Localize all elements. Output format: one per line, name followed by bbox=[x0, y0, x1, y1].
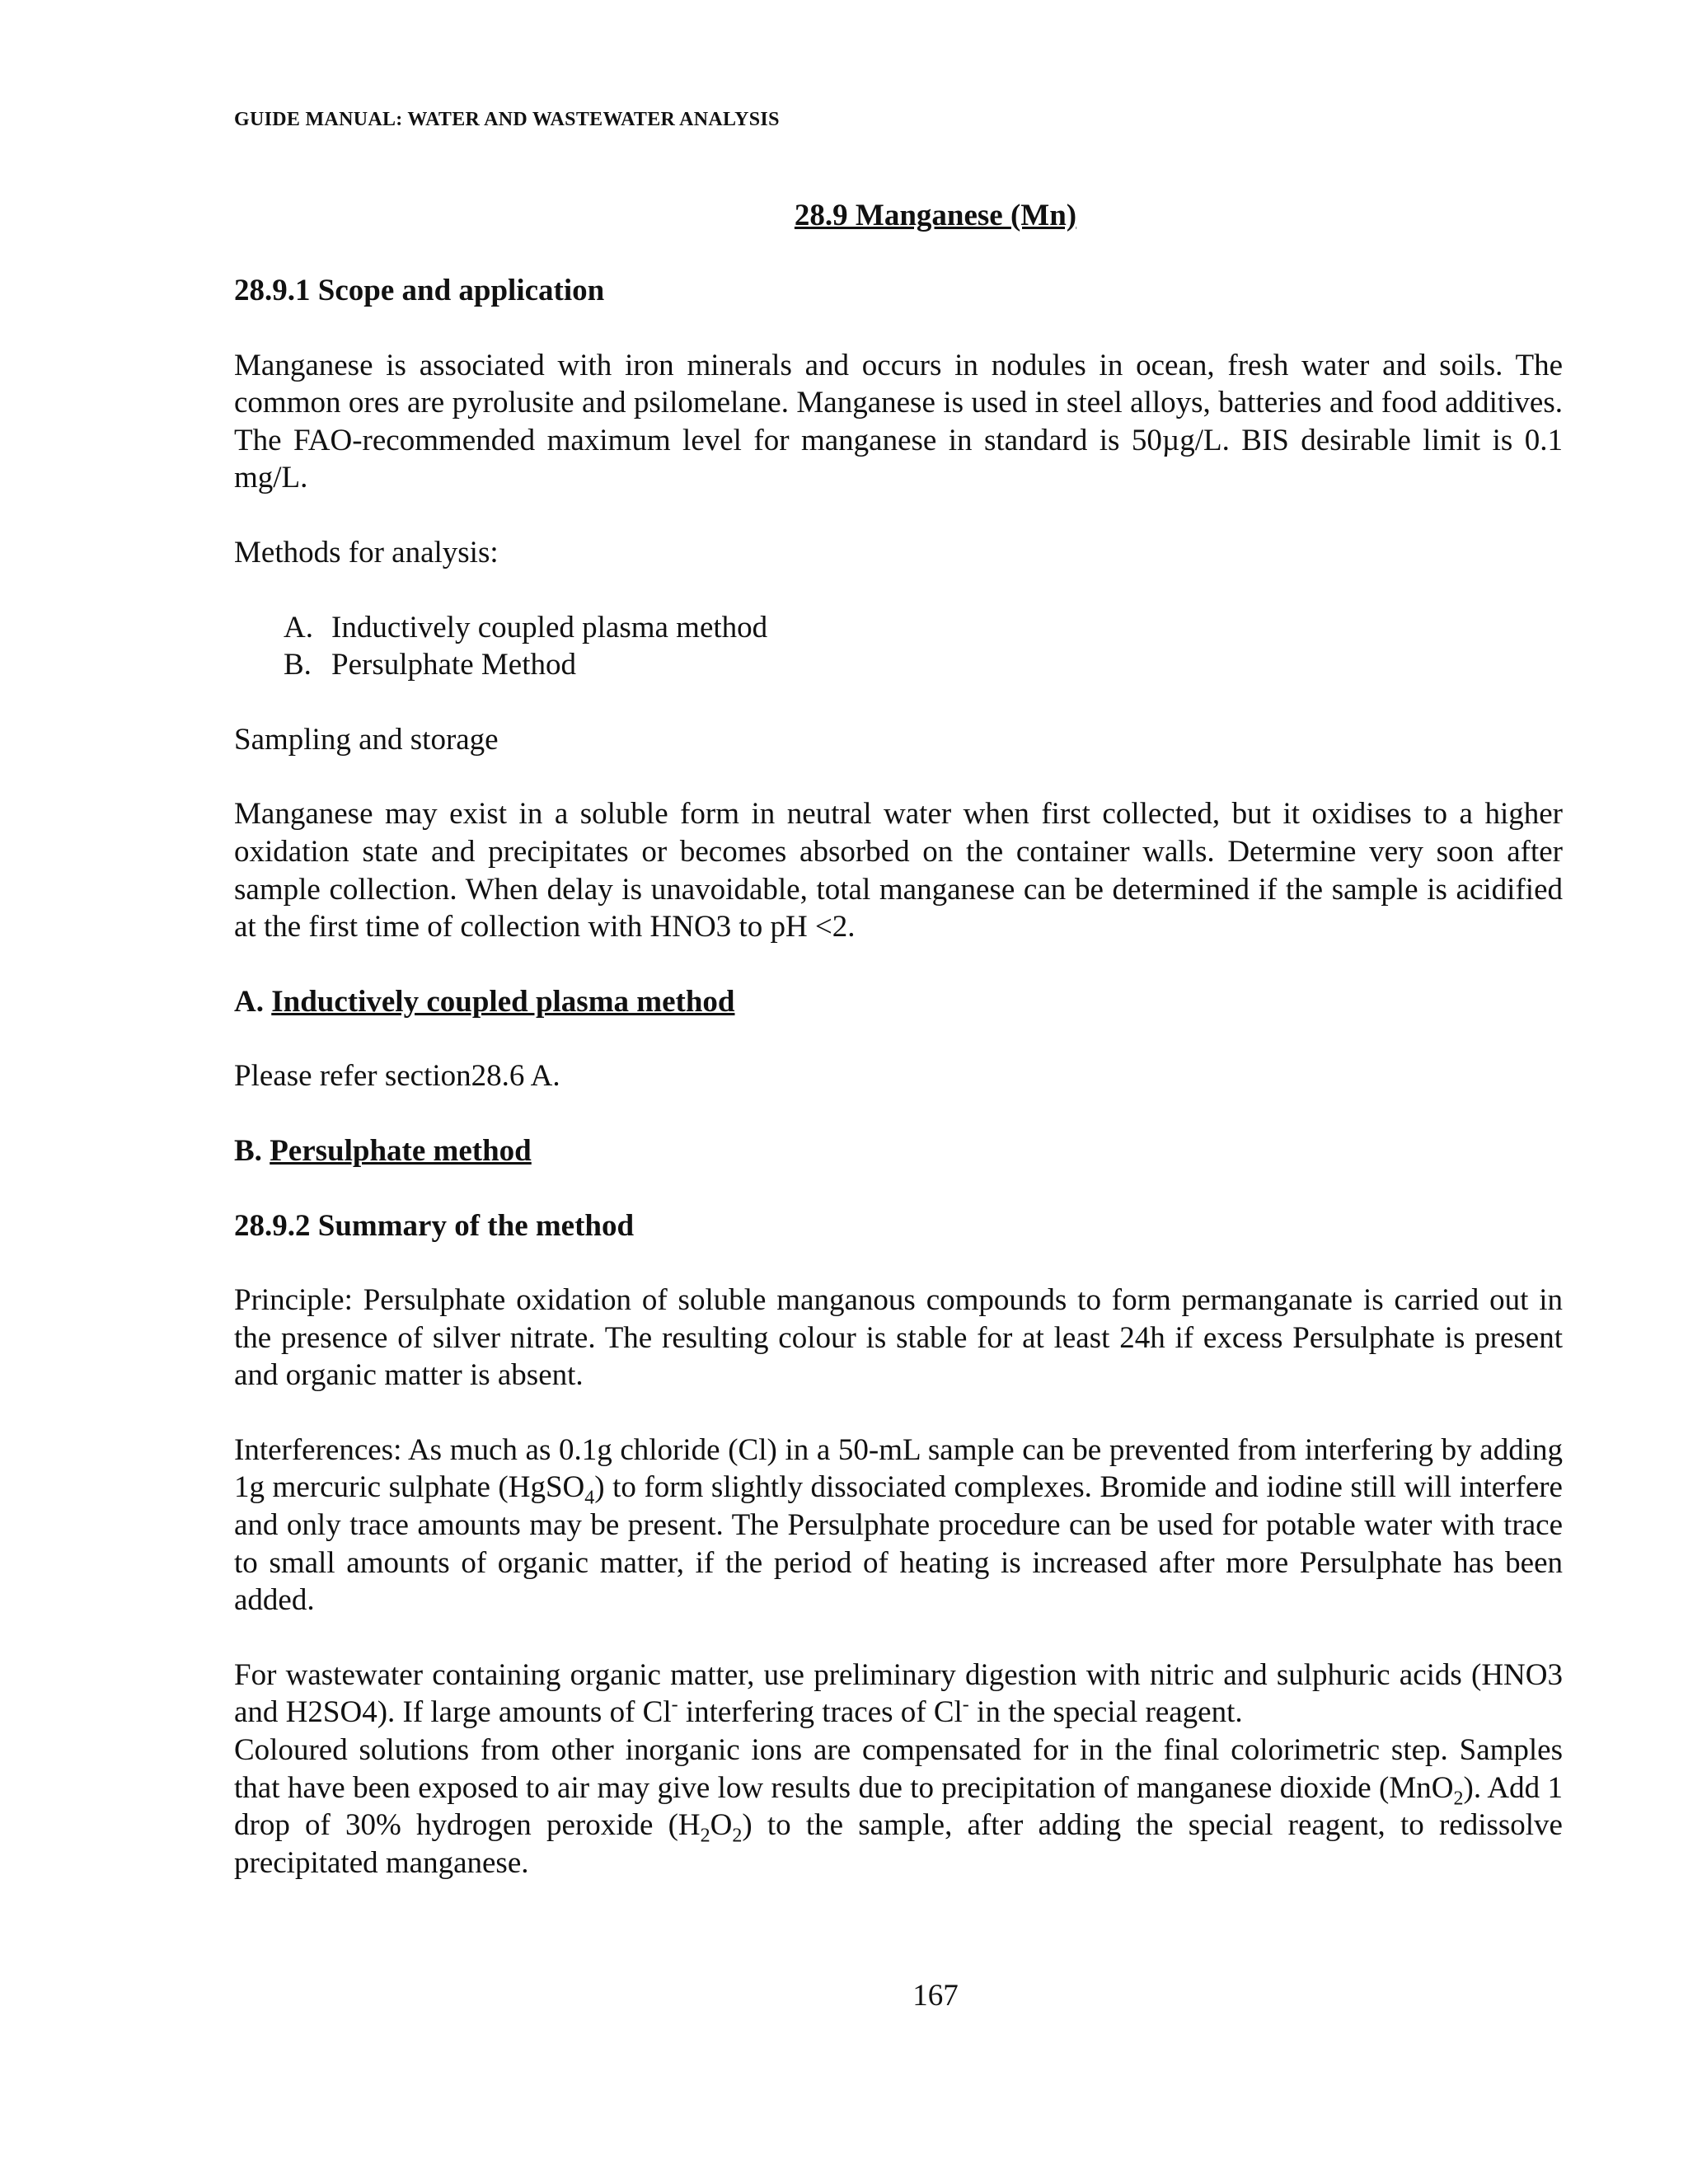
principle-paragraph: Principle: Persulphate oxidation of soluble manganous compounds to form permanganate is carried out in the presence of silver nitrate. The resulting colour is stable for at least 24h if excess Persulphate is present and organic matter is absent. bbox=[234, 1283, 1563, 1393]
coloured-paragraph bbox=[234, 1732, 1563, 1882]
section-b-heading bbox=[234, 1132, 1563, 1170]
scope-paragraph: Manganese is associated with iron minerals and occurs in nodules in ocean, fresh water and soils. The common ores are pyrolusite and psilomelane. Manganese is used in steel alloys, batteries and food additives. The FAO-recommended maximum level for manganese in standard is 50µg/L. BIS desirable limit is 0.1 mg/L. bbox=[234, 348, 1563, 495]
section-title: 28.9 Manganese (Mn) bbox=[794, 199, 1077, 232]
wastewater-text: in the special reagent. bbox=[968, 1695, 1243, 1730]
coloured-text: O bbox=[710, 1808, 733, 1843]
subscript: 2 bbox=[732, 1825, 743, 1847]
document-page bbox=[234, 0, 1563, 2184]
scope-heading: 28.9.1 Scope and application bbox=[234, 274, 605, 307]
page-number: 167 bbox=[912, 1979, 959, 2013]
interferences-paragraph bbox=[234, 1432, 1563, 1619]
list-item-text: Persulphate Method bbox=[331, 648, 576, 682]
coloured-text: ) to the sample, after adding the special reagent, to redissolve precipitated manganese. bbox=[234, 1808, 1563, 1880]
superscript: - bbox=[962, 1694, 969, 1717]
section-a-title: Inductively coupled plasma method bbox=[271, 984, 735, 1019]
subscript: 2 bbox=[1453, 1788, 1464, 1810]
running-header: GUIDE MANUAL: WATER AND WASTEWATER ANALYSIS bbox=[234, 109, 780, 130]
methods-list-item bbox=[284, 609, 1563, 647]
section-b-title: Persulphate method bbox=[270, 1133, 532, 1168]
list-marker: B. bbox=[284, 648, 312, 682]
section-a-paragraph: Please refer section28.6 A. bbox=[234, 1059, 560, 1094]
section-a-heading bbox=[234, 983, 1563, 1021]
superscript: - bbox=[671, 1694, 678, 1717]
methods-intro: Methods for analysis: bbox=[234, 535, 499, 569]
interferences-text: Interferences: As much as 0.1g chloride (Cl) in a 50-mL sample can be prevented from interfering by adding 1g mercuric sulphate (HgSO bbox=[234, 1432, 1563, 1505]
summary-heading: 28.9.2 Summary of the method bbox=[234, 1208, 635, 1243]
interferences-text: ) to form slightly dissociated complexes. Bromide and iodine still will interfere and only trace amounts may be present. The Persulphate procedure can be used for potable water with trace to small amounts of organic matter, if the period of heating is increased after more Persulphate has been added. bbox=[234, 1470, 1563, 1618]
sampling-heading: Sampling and storage bbox=[234, 722, 499, 757]
coloured-text: Coloured solutions from other inorganic ions are compensated for in the final colorimetric step. Samples that have been exposed to air may give low results due to precipitation of manganese dioxide (MnO bbox=[234, 1733, 1563, 1805]
section-a-prefix: A. bbox=[234, 984, 264, 1019]
list-marker: A. bbox=[284, 610, 313, 644]
subscript: 2 bbox=[700, 1825, 710, 1847]
wastewater-text: For wastewater containing organic matter, use preliminary digestion with nitric and sulphuric acids (HNO3 and H2SO4). If large amounts of Cl bbox=[234, 1657, 1563, 1730]
methods-list bbox=[234, 609, 1563, 684]
subscript: 4 bbox=[584, 1487, 595, 1509]
methods-list-item bbox=[284, 646, 1563, 684]
wastewater-paragraph bbox=[234, 1657, 1563, 1732]
page-content bbox=[234, 272, 1563, 1882]
list-item-text: Inductively coupled plasma method bbox=[331, 610, 768, 644]
section-b-prefix: B. bbox=[234, 1133, 262, 1168]
wastewater-text: interfering traces of Cl bbox=[678, 1695, 963, 1730]
sampling-paragraph: Manganese may exist in a soluble form in neutral water when first collected, but it oxidises to a higher oxidation state and precipitates or becomes absorbed on the container walls. Determine very soon after sample collection. When delay is unavoidable, total manganese can be determined if the sample is acidified at the first time of collection with HNO3 to pH <2. bbox=[234, 797, 1563, 944]
coloured-text: ). Add 1 drop of 30% hydrogen peroxide (H bbox=[234, 1770, 1563, 1843]
